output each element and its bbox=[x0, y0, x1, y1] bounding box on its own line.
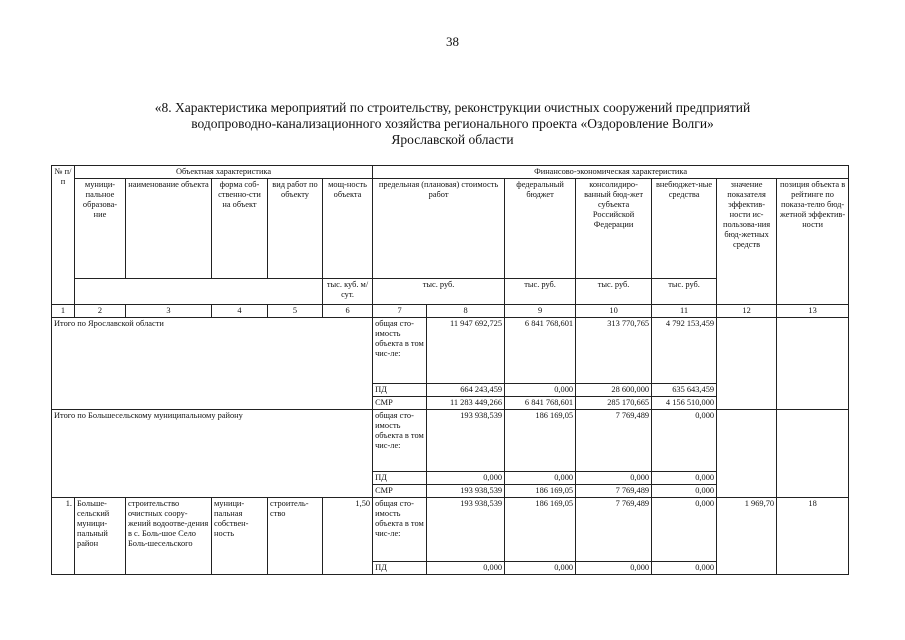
cell-consolidated: 313 770,765 bbox=[576, 318, 652, 384]
item-ownership: муници-пальная собствен-ность bbox=[212, 498, 268, 575]
unit-extrabudget: тыс. руб. bbox=[652, 279, 717, 305]
item-capacity: 1,50 bbox=[323, 498, 373, 575]
column-number-row bbox=[52, 305, 849, 318]
region-total-label: Итого по Ярославской области bbox=[52, 318, 373, 410]
row-label: ПД bbox=[373, 562, 427, 575]
header-municipality: муници-пальное образова-ние bbox=[75, 179, 126, 279]
table-row bbox=[52, 410, 849, 472]
cell-federal: 6 841 768,601 bbox=[505, 397, 576, 410]
item-position: 18 bbox=[777, 498, 849, 575]
cell-consolidated: 7 769,489 bbox=[576, 485, 652, 498]
cell-cost: 193 938,539 bbox=[427, 498, 505, 562]
header-object-name: наименование объекта bbox=[126, 179, 212, 279]
row-label: ПД bbox=[373, 472, 427, 485]
colnum-9: 9 bbox=[505, 305, 576, 318]
header-federal: федеральный бюджет bbox=[505, 179, 576, 279]
row-label: общая сто-имость объекта в том чис-ле: bbox=[373, 410, 427, 472]
header-cost: предельная (плановая) стоимость работ bbox=[373, 179, 505, 279]
cell-consolidated: 7 769,489 bbox=[576, 498, 652, 562]
row-label: СМР bbox=[373, 485, 427, 498]
title-line-1: «8. Характеристика мероприятий по строительству, реконструкции очистных сооружений предприятий bbox=[154, 100, 751, 115]
cell-federal: 0,000 bbox=[505, 472, 576, 485]
cell-consolidated: 0,000 bbox=[576, 472, 652, 485]
cell-federal: 186 169,05 bbox=[505, 498, 576, 562]
document-title bbox=[60, 100, 845, 148]
header-position: позиция объекта в рейтинге по показа-телю бюд-жетной эффектив-ности bbox=[777, 179, 849, 305]
cell-extrabudget: 635 643,459 bbox=[652, 384, 717, 397]
colnum-1: 1 bbox=[52, 305, 75, 318]
cell-consolidated: 7 769,489 bbox=[576, 410, 652, 472]
cell-extrabudget: 0,000 bbox=[652, 562, 717, 575]
colnum-7: 7 bbox=[373, 305, 427, 318]
cell-extrabudget: 4 792 153,459 bbox=[652, 318, 717, 384]
colnum-3: 3 bbox=[126, 305, 212, 318]
item-work-type: строитель-ство bbox=[268, 498, 323, 575]
item-object-name: строительство очистных соору-жений водоотве-дения в с. Боль-шое Село Боль-шесельского bbox=[126, 498, 212, 575]
colnum-12: 12 bbox=[717, 305, 777, 318]
cell-cost: 193 938,539 bbox=[427, 410, 505, 472]
cell-extrabudget: 0,000 bbox=[652, 472, 717, 485]
cell-federal: 6 841 768,601 bbox=[505, 318, 576, 384]
item-municipality: Больше-сельский муници-пальный район bbox=[75, 498, 126, 575]
cell-federal: 186 169,05 bbox=[505, 410, 576, 472]
row-label: общая сто-имость объекта в том чис-ле: bbox=[373, 498, 427, 562]
header-object-group: Объектная характеристика bbox=[75, 166, 373, 179]
header-num: № п/п bbox=[52, 166, 75, 305]
header-ownership: форма соб-ственно-сти на объект bbox=[212, 179, 268, 279]
cell-extrabudget: 4 156 510,000 bbox=[652, 397, 717, 410]
cell-cost: 11 947 692,725 bbox=[427, 318, 505, 384]
colnum-2: 2 bbox=[75, 305, 126, 318]
header-columns-row bbox=[52, 179, 849, 279]
item-num: 1. bbox=[52, 498, 75, 575]
cell-extrabudget: 0,000 bbox=[652, 498, 717, 562]
cell-cost: 193 938,539 bbox=[427, 485, 505, 498]
title-line-2: водопроводно-канализационного хозяйства регионального проекта «Оздоровление Волги» bbox=[191, 116, 714, 131]
cell-cost: 0,000 bbox=[427, 472, 505, 485]
header-finance-group: Финансово-экономическая характеристика bbox=[373, 166, 849, 179]
colnum-5: 5 bbox=[268, 305, 323, 318]
cell-consolidated: 0,000 bbox=[576, 562, 652, 575]
cell-efficiency bbox=[717, 410, 777, 498]
colnum-11: 11 bbox=[652, 305, 717, 318]
header-work-type: вид работ по объекту bbox=[268, 179, 323, 279]
header-efficiency: значение показателя эффектив-ности ис-пользова-ния бюд-жетных средств bbox=[717, 179, 777, 305]
cell-federal: 0,000 bbox=[505, 384, 576, 397]
cell-position bbox=[777, 410, 849, 498]
cell-cost: 11 283 449,266 bbox=[427, 397, 505, 410]
table-row bbox=[52, 318, 849, 384]
colnum-8: 8 bbox=[427, 305, 505, 318]
header-extrabudget: внебюджет-ные средства bbox=[652, 179, 717, 279]
cell-cost: 664 243,459 bbox=[427, 384, 505, 397]
cell-consolidated: 28 600,000 bbox=[576, 384, 652, 397]
colnum-10: 10 bbox=[576, 305, 652, 318]
district-total-label: Итого по Большесельскому муниципальному району bbox=[52, 410, 373, 498]
cell-position bbox=[777, 318, 849, 410]
measures-table bbox=[51, 165, 849, 575]
header-capacity: мощ-ность объекта bbox=[323, 179, 373, 279]
cell-consolidated: 285 170,665 bbox=[576, 397, 652, 410]
header-group-row bbox=[52, 166, 849, 179]
colnum-6: 6 bbox=[323, 305, 373, 318]
cell-extrabudget: 0,000 bbox=[652, 485, 717, 498]
row-label: СМР bbox=[373, 397, 427, 410]
unit-blank bbox=[75, 279, 323, 305]
header-consolidated: консолидиро-ванный бюд-жет субъекта Российской Федерации bbox=[576, 179, 652, 279]
item-efficiency: 1 969,70 bbox=[717, 498, 777, 575]
colnum-13: 13 bbox=[777, 305, 849, 318]
title-line-3: Ярославской области bbox=[391, 132, 514, 147]
unit-federal: тыс. руб. bbox=[505, 279, 576, 305]
page-number: 38 bbox=[446, 34, 459, 49]
unit-capacity: тыс. куб. м/ сут. bbox=[323, 279, 373, 305]
cell-cost: 0,000 bbox=[427, 562, 505, 575]
colnum-4: 4 bbox=[212, 305, 268, 318]
row-label: ПД bbox=[373, 384, 427, 397]
row-label: общая сто-имость объекта в том чис-ле: bbox=[373, 318, 427, 384]
cell-federal: 0,000 bbox=[505, 562, 576, 575]
cell-extrabudget: 0,000 bbox=[652, 410, 717, 472]
cell-efficiency bbox=[717, 318, 777, 410]
unit-cost: тыс. руб. bbox=[373, 279, 505, 305]
table-row bbox=[52, 498, 849, 562]
unit-consolidated: тыс. руб. bbox=[576, 279, 652, 305]
cell-federal: 186 169,05 bbox=[505, 485, 576, 498]
